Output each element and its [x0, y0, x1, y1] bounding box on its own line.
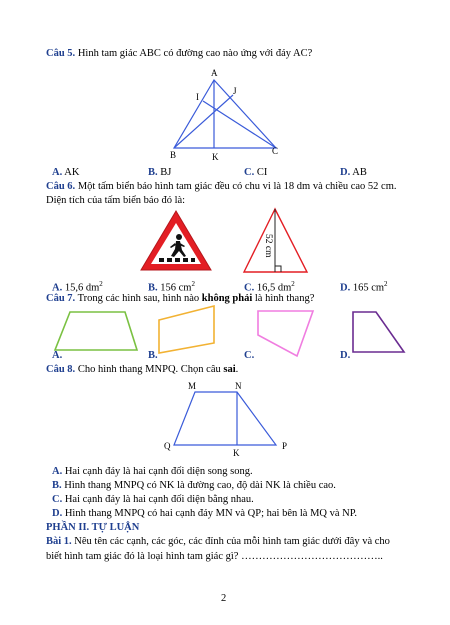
q5-option-a[interactable]: A. AK: [52, 167, 80, 178]
q5-label-c: C: [272, 146, 279, 156]
q5-label-i: I: [196, 92, 199, 102]
q7-option-a[interactable]: A.: [52, 350, 63, 361]
q6-text1: Một tấm biển báo hình tam giác đều có chu vi là 18 dm và chiều cao 52 cm.: [77, 181, 397, 192]
q5-label-b: B: [170, 150, 177, 160]
q8-option-d[interactable]: D. Hình thang MNPQ có hai cạnh đáy MN và QP; hai bên là MQ và NP.: [52, 508, 358, 519]
q6-question-line2: Diện tích của tấm biển báo đó là:: [46, 195, 186, 206]
q5-label: Câu 5.: [46, 48, 76, 59]
q8-emphasis: sai: [223, 364, 236, 375]
q6-option-a[interactable]: A. 15,6 $dm^2$: [52, 280, 103, 294]
q5-label-k: K: [212, 152, 219, 162]
q8-label: Câu 8.: [46, 364, 76, 375]
q6-height-label: 52 cm: [263, 234, 273, 258]
q6-option-b[interactable]: B. 156 $cm^2$: [148, 280, 195, 294]
q8-label-m: M: [188, 381, 197, 391]
q5-option-c[interactable]: C. CI: [244, 167, 268, 178]
bai1-line1: Bài 1. Nêu tên các cạnh, các góc, các đỉnh của mỗi hình tam giác dưới đây và cho: [46, 536, 390, 547]
q8-label-q: Q: [164, 441, 171, 451]
q8-option-b[interactable]: B. Hình thang MNPQ có NK là đường cao, độ dài NK là chiều cao.: [52, 480, 336, 491]
q8-option-c[interactable]: C. Hai cạnh đáy là hai cạnh đối diện bằng nhau.: [52, 494, 254, 505]
q6-option-c[interactable]: C. 16,5 $dm^2$: [244, 280, 295, 294]
q8-option-a[interactable]: A. Hai cạnh đáy là hai cạnh đối diện song song.: [52, 466, 253, 477]
q8-label-k: K: [233, 448, 240, 458]
q6-label: Câu 6.: [46, 181, 76, 192]
q8-label-p: P: [282, 441, 288, 451]
q8-label-n: N: [235, 381, 242, 391]
page-number: 2: [221, 593, 227, 604]
q7-question: Câu 7. Trong các hình sau, hình nào không phải là hình thang?: [46, 293, 315, 304]
bai1-label: Bài 1.: [46, 536, 72, 547]
q5-option-b[interactable]: B. BJ: [148, 167, 172, 178]
q5-text: Hình tam giác ABC có đường cao nào ứng với đáy AC?: [77, 48, 313, 59]
part2-heading: PHẦN II. TỰ LUẬN: [46, 522, 140, 533]
q7-option-d[interactable]: D.: [340, 350, 351, 361]
q7-label: Câu 7.: [46, 293, 76, 304]
q7-emphasis: không phải: [201, 293, 253, 304]
q5-option-d[interactable]: D. AB: [340, 167, 367, 178]
q7-option-c[interactable]: C.: [244, 350, 255, 361]
q8-question: Câu 8. Cho hình thang MNPQ. Chọn câu sai.: [46, 364, 239, 375]
bai1-line2: biết hình tam giác đó là loại hình tam giác gì? …………………………………..: [46, 551, 383, 562]
q7-option-b[interactable]: B.: [148, 350, 158, 361]
q5-label-a: A: [211, 68, 218, 78]
q6-option-d[interactable]: D. 165 $cm^2$: [340, 280, 388, 294]
q5-label-j: J: [233, 86, 237, 96]
